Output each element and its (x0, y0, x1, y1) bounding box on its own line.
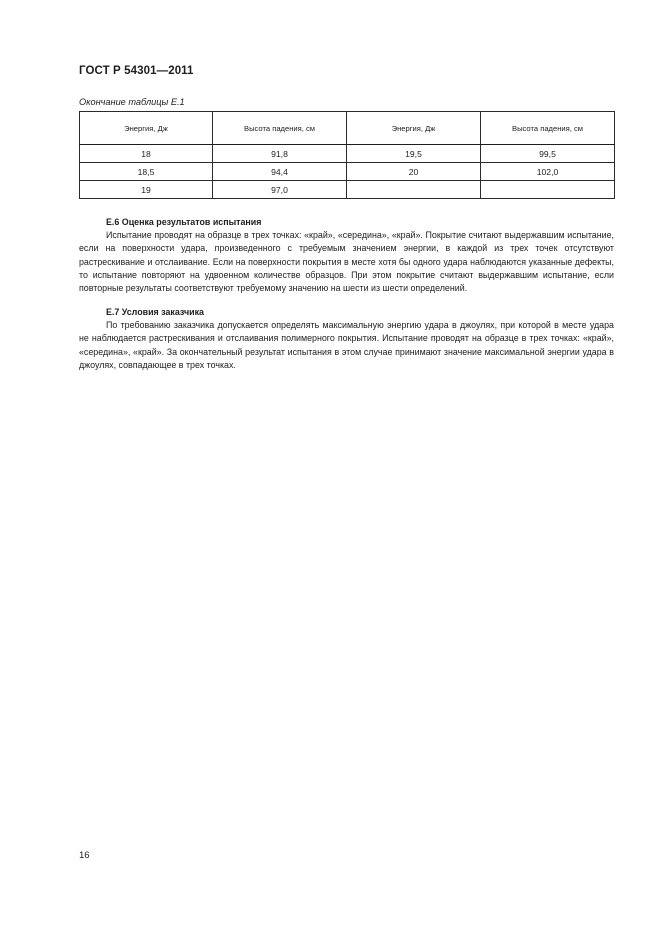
table-caption: Окончание таблицы Е.1 (79, 97, 185, 107)
table-cell: 19,5 (347, 145, 481, 163)
table-row (80, 145, 615, 163)
section-e6 (79, 216, 614, 295)
header-height-1: Высота падения, см (213, 112, 347, 145)
table-cell: 19 (80, 181, 213, 199)
table-row (80, 163, 615, 181)
header-energy-2: Энергия, Дж (347, 112, 481, 145)
table-row (80, 181, 615, 199)
table-cell: 18 (80, 145, 213, 163)
section-paragraph: Испытание проводят на образце в трех точках: «край», «середина», «край». Покрытие считают выдержавшим испытание, если на поверхности удара, произведенного с требуемым значением энергии, в каждой из трех точек отсутствуют растрескивание и отслаивание. Если на поверхности покрытия в месте хотя бы одного удара наблюдаются указанные дефекты, то испытание повторяют на удвоенном количестве образцов. При этом покрытие считают выдержавшим испытание, если повторные результаты соответствуют требуемому значению на шести из шести определений. (79, 230, 614, 294)
header-energy-1: Энергия, Дж (80, 112, 213, 145)
page-number: 16 (79, 850, 90, 861)
table-cell: 18,5 (80, 163, 213, 181)
document-header: ГОСТ Р 54301—2011 (79, 65, 194, 77)
table-cell: 99,5 (481, 145, 615, 163)
table-cell: 94,4 (213, 163, 347, 181)
section-title: Е.7 Условия заказчика (106, 307, 204, 317)
table-cell (347, 181, 481, 199)
table-cell: 91,8 (213, 145, 347, 163)
header-height-2: Высота падения, см (481, 112, 615, 145)
section-paragraph: По требованию заказчика допускается определять максимальную энергию удара в джоулях, при которой в месте удара не наблюдается растрескивания и отслаивания полимерного покрытия. Испытание проводят на образце в трех точках: «край», «середина», «край». За окончательный результат испытания в этом случае принимают значение максимальной энергии удара в джоулях, совпадающее в трех точках. (79, 320, 614, 370)
section-e7 (79, 306, 614, 372)
table-cell: 97,0 (213, 181, 347, 199)
section-title: Е.6 Оценка результатов испытания (106, 217, 262, 227)
energy-height-table (79, 111, 615, 199)
table-header-row (80, 112, 615, 145)
table-cell (481, 181, 615, 199)
table-cell: 102,0 (481, 163, 615, 181)
table-cell: 20 (347, 163, 481, 181)
